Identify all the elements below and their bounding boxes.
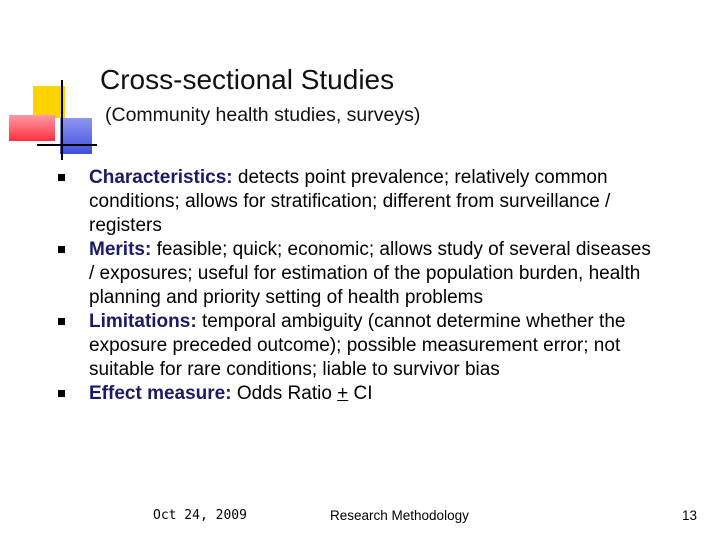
bullet-term: Merits: [89, 239, 152, 260]
bullet-text: temporal ambiguity (cannot determine whether the exposure preceded outcome); possible measurement error; not suitable for rare conditions; liable to survivor bias [89, 311, 626, 380]
bullet-term: Limitations: [89, 311, 197, 332]
bullet-item-limitations [58, 310, 658, 382]
footer-course: Research Methodology [330, 508, 469, 523]
slide-title: Cross-sectional Studies [100, 64, 395, 95]
decorative-logo [0, 0, 110, 170]
bullet-text: detects point prevalence; relatively common conditions; allows for stratification; different from surveillance / registers [89, 167, 611, 236]
bullet-text: feasible; quick; economic; allows study of several diseases / exposures; useful for estimation of the population burden, health planning and priority setting of health problems [89, 239, 651, 308]
footer-page-number: 13 [682, 508, 698, 523]
bullet-item-characteristics [58, 166, 658, 238]
vertical-line-decoration [61, 80, 63, 160]
bullet-text: Odds Ratio [231, 383, 338, 404]
bullet-list [58, 166, 658, 406]
bullet-text: CI [348, 383, 373, 404]
slide-subtitle: (Community health studies, surveys) [105, 104, 421, 126]
bullet-square-icon [58, 246, 65, 253]
bullet-square-icon [58, 390, 65, 397]
bullet-item-effect-measure [58, 382, 658, 406]
plus-minus-symbol: + [337, 383, 349, 404]
blue-square-decoration [60, 118, 92, 154]
bullet-item-merits [58, 238, 658, 310]
footer-date: Oct 24, 2009 [153, 508, 247, 523]
bullet-square-icon [58, 174, 65, 181]
bullet-term: Characteristics: [89, 167, 233, 188]
red-square-decoration [9, 115, 55, 141]
bullet-square-icon [58, 318, 65, 325]
horizontal-line-decoration [37, 144, 97, 146]
bullet-term: Effect measure: [89, 383, 232, 404]
